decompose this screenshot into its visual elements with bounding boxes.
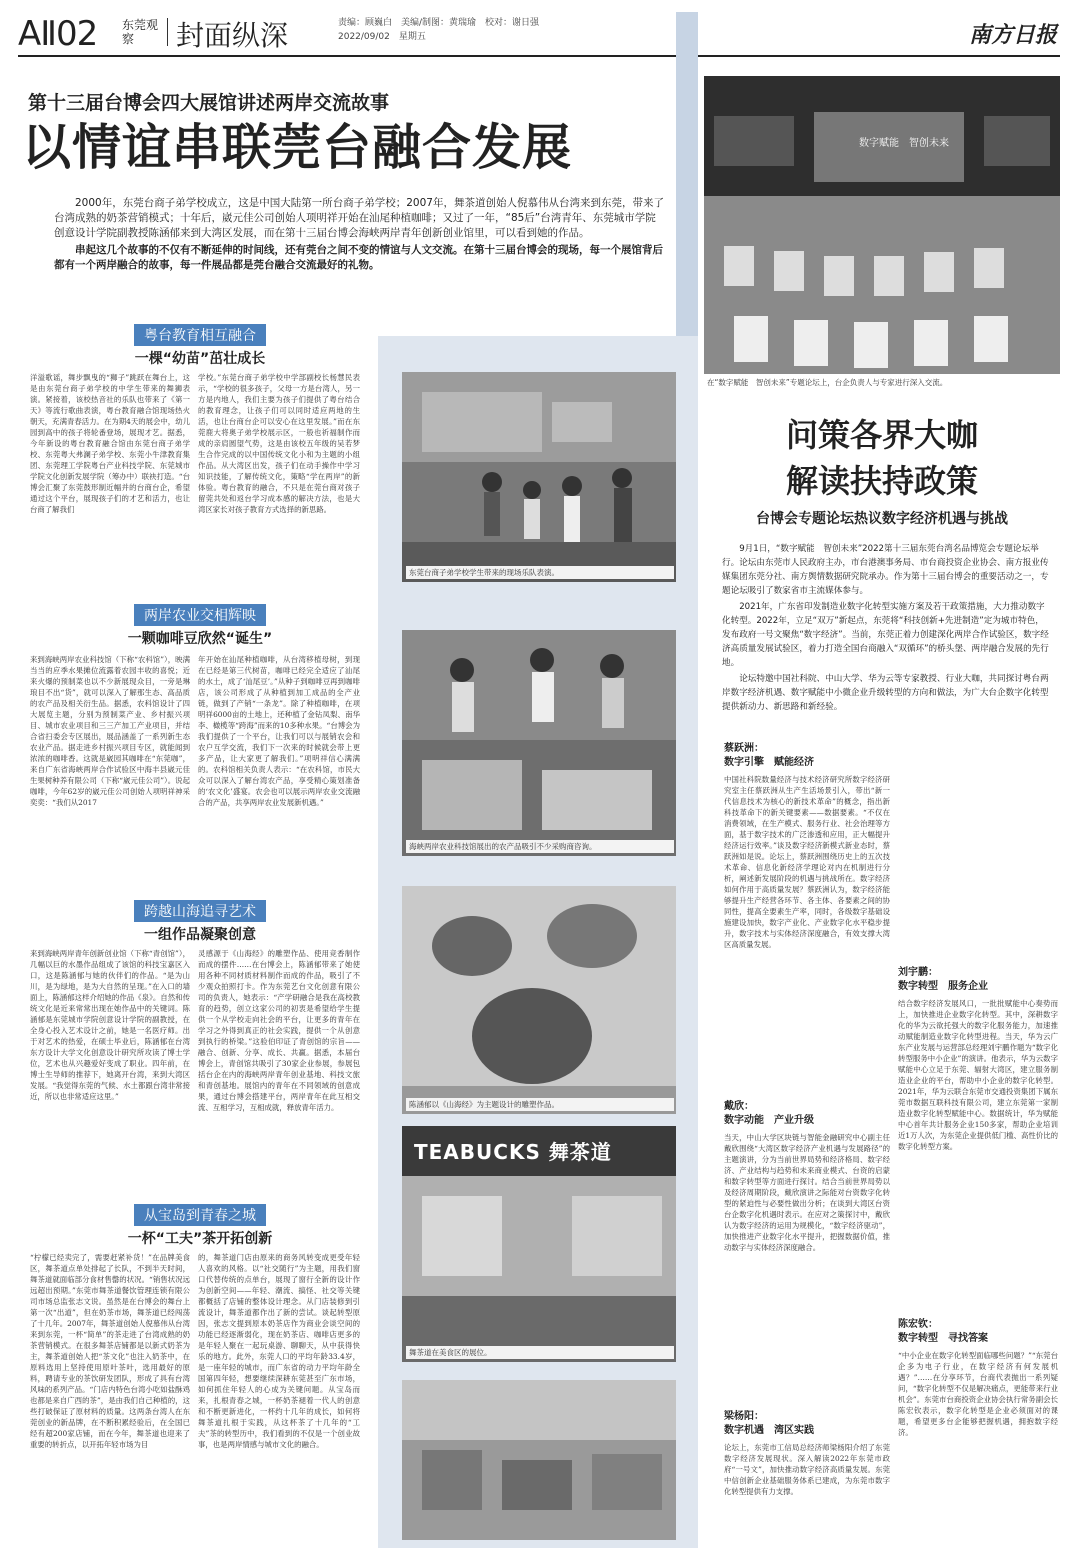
article-column: 洋溢歌谣，舞步飘曳的“狮子”跳跃在舞台上，这是由东莞台商子弟学校的中学生带来的舞狮表演。紧接着，该校热音社的乐队也带来了《第一天》等流行歌曲表演，粤台教育融合馆现场热火朝天，充满青春活力。在为期4天的展会中，幼儿园到高中的孩子将轮番登场，展现才艺。据悉，今年新设的粤台教育融合馆由东莞台商子弟学校、东莞粤大弗澜子弟学校、东莞小牛津教育集团、东莞理工学院粤台产业科技学院、东莞城市学院文化创新发展学院（筹办中）联袂打造。“台博会汇聚了东莞鼓形制近幅并的台商台企，希望通过这个平台，展现孩子们的才艺和活力，也让台商了解我们	[30, 373, 190, 514]
article-headline: 以情谊串联莞台融合发展	[22, 118, 573, 176]
photo-band-teashop	[402, 1126, 676, 1362]
interview-text: 论坛上，东莞市工信局总经济师梁杨阳介绍了东莞数字经济发展现状。深入解读2022年东莞市政府“一号文”，加快推动数字经济高质量发展。东莞中信创新企业基础服务体系已建成，为东莞市数字化转型提供有力支撑。	[724, 1443, 890, 1496]
section-title: 封面纵深	[176, 19, 289, 52]
lead-paragraph: 串起这几个故事的不仅有不断延伸的时间线，还有莞台之间不变的情谊与人文交流。在第十三届台博会的现场，每一个展馆背后都有一个两岸融合的故事，每一件展品都是莞台融合交流最好的礼物。	[54, 244, 663, 271]
interview-title: 数字转型 服务企业	[898, 981, 988, 992]
interview-text: 当天，中山大学区块链与智能金融研究中心副主任戴欣围绕“大湾区数字经济产业机遇与发展路径”的主题演讲，分为当前世界局势和经济格局、数字经济、产业结构与趋势和未来商业模式、台资的启蒙和数字转型等方面进行探讨。结合当前世界局势以及经济周期阶段，戴欣演讲之际能对台资数字化转型的紧迫性与必要性做出分析；在谈到大湾区台资台企数字化机遇时表示。在应对之策探讨中，戴欣认为数字经济的运用为规模化，“数字经济驱动”，加快推进产业数字化水平提升，把握数据价值，推动数字与实体经济深度融合。	[724, 1133, 890, 1252]
article-kicker: 第十三届台博会四大展馆讲述两岸交流故事	[28, 92, 390, 114]
interview-name: 蔡跃洲：	[724, 743, 764, 754]
article-column: 来到海峡两岸青年创新创业馆（下称“青创馆”），几幅以巨的水墨作品组成了该馆的科技宝嘉区入口，这是陈涵郁与她的伙伴们的作品。“是为山川，是为绿地，是为大自然的呈现。”在入口的墙面上，陈涵郁这样介绍她的作品《泉》。自然和传统文化是近来常常出现在她作品中的关键词。陈涵郁是东莞城市学院创意设计学院的副教授，在全身心投入艺术设计之前，她是一名医疗师。出于对艺术的热爱，在硕士毕业后，陈涵郁在台湾东方设计大学文化创意设计研究所攻读了博士学位，艺术也从兴趣爱好变成了职业。四年前，在博士生导师的推荐下，她离开台湾，来到大湾区发展。“我觉得东莞的气候、水土都跟台湾非常接近，所以也非常适应这里。”	[30, 949, 190, 1101]
photo-caption: 海峡两岸农业科技馆展出的农产品吸引不少采购商咨询。	[406, 840, 674, 853]
credits: 责编：顾巍白 美编/制图：黄瑞瑜 校对：谢日强	[338, 18, 540, 28]
photo-band-agriculture	[402, 630, 676, 856]
right-lead-paragraph: 9月1日，“数字赋能 智创未来”2022第十三届东莞台湾名品博览会专题论坛举行。论坛由东莞市人民政府主办，市台港澳事务局、市台商投资企业协会、南方报业传媒集团东莞分社、南方舆情数据研究院承办。作为第十三届台博会的重要活动之一，专题论坛吸引了数家省市主流媒体参与。	[722, 544, 1049, 596]
interview-title: 数字引擎 赋能经济	[724, 757, 814, 768]
section-subtitle: 一组作品凝聚创意	[144, 927, 256, 943]
article-column: 的，舞茶道门店由原来的商务风转变成更受年轻人喜欢的风格。以“社交随行”为主题，用我们窗口代替传统的点单台，展现了窗行全新的设计作为创新空间——年轻、潮流、搞怪、社交等关键都概括了店铺的整体设计理念。从门店装修到引流设计，舞茶道都作出了新的尝试。谈起转型原因，张志文提到原本奶茶店作为商业会谈空间的功能已经逐渐弱化，现在奶茶店、咖啡店更多的是年轻人聚在一起玩桌游、聊聊天，从中获得快乐的地方。此外，东莞人口的平均年龄33.4岁，是一座年轻的城市，而广东省的动力平均年龄全国第四年轻，想要继续深耕东莞甚至广东市场，如何抓住年轻人的心成为关键问题。从宝岛而来，扎根青春之城，一杯奶茶褪着一代人的创意和不断更新进化，一杯约十几年的成长，如何将舞茶道扎根于实践，从这杯茶了十几年的“工夫”茶的转型历中，我们看到的不仅是一个创业故事，也是两岸情感与城市文化的融合。	[198, 1253, 360, 1449]
article-lead	[54, 196, 664, 275]
section-heading	[30, 1204, 370, 1248]
right-subhead: 台博会专题论坛热议数字经济机遇与挑战	[756, 511, 1008, 527]
photo-caption: 舞茶道在美食区的展位。	[406, 1346, 674, 1359]
lead-paragraph: 2000年，东莞台商子弟学校成立，这是中国大陆第一所台商子弟学校；2007年，舞茶道创始人倪慕伟从台湾来到东莞，带来了台湾成熟的奶茶营销模式；十年后，崴元佳公司创始人项明祥开始在汕尾种植咖啡；又过了一年，“85后”台湾青年、东莞城市学院创意设计学院副教授陈涵郁来到大湾区发展，而在第十三届台博会海峡两岸青年创新创业馆里，可以看到她的作品。	[54, 197, 664, 239]
section-tag: 从宝岛到青春之城	[134, 1204, 266, 1226]
newspaper-logo: 南方日报	[968, 22, 1057, 48]
right-lead	[722, 542, 1052, 716]
photo-band-performance	[402, 372, 676, 582]
band-hall-illustration	[402, 1380, 676, 1540]
section-heading	[30, 324, 370, 368]
forum-illustration	[704, 76, 1060, 374]
section-tag: 粤台教育相互融合	[134, 324, 266, 346]
photo-caption: 陈涵郁以《山海经》为主题设计的雕塑作品。	[406, 1098, 674, 1111]
interview-name: 陈宏钦：	[898, 1319, 938, 1330]
interview-heading	[898, 1318, 988, 1346]
interview-heading	[724, 1410, 814, 1438]
right-lead-paragraph: 2021年，广东省印发制造业数字化转型实施方案及若干政策措施，大力推动数字化转型。2022年，立足“双万”新起点，东莞将“科技创新+先进制造”定为城市特色，发布政府一号文聚焦“数字经济”。当前，东莞正着力创建深化两岸合作试验区，数字经济高质量发展试验区，着力打造全国台商融入“双循环”的桥头堡、两岸融合发展的先行地。	[722, 602, 1049, 668]
section-subtitle: 一颗咖啡豆欣然“诞生”	[127, 631, 273, 647]
band-sculpture-illustration	[402, 886, 676, 1114]
section-tag: 跨越山海追寻艺术	[134, 900, 266, 922]
photo-caption: 东莞台商子弟学校学生带来的现场乐队表演。	[406, 566, 674, 579]
right-headline-line: 问策各界大咖	[785, 416, 978, 454]
interview-name: 梁杨阳：	[724, 1411, 764, 1422]
page-meta	[338, 16, 539, 44]
issue-date: 2022/09/02 星期五	[338, 32, 426, 42]
interview-heading	[724, 1100, 814, 1128]
decor-band-top	[676, 12, 698, 352]
photo-band-hall	[402, 1380, 676, 1540]
band-agriculture-illustration	[402, 630, 676, 856]
section-tag: 两岸农业交相辉映	[134, 604, 266, 626]
forum-screen-text: 数字赋能 智创未来	[859, 138, 949, 149]
right-headline	[704, 412, 1060, 504]
band-performance-illustration	[402, 372, 676, 582]
photo-band-sculpture	[402, 886, 676, 1114]
header-rule	[18, 55, 1060, 57]
interview-title: 数字机遇 湾区实践	[724, 1425, 814, 1436]
article-column: 年开始在汕尾种植咖啡，从台湾移植母树，到现在已经是第三代树苗，咖啡已经完全适应了汕尾的水土，成了‘汕尾豆’。”从种子到咖啡豆再到咖啡店，该公司形成了从种植到加工成品的全产业链，做到了产销“一条龙”。除了种植咖啡，在项明祥6000亩的土地上，还种植了金钻凤梨、南华李、橄榄等“跨海”而来的10多种水果。“台博会为我们提供了一个平台，让我们可以与展销农会和农户互学交流，我们下一次来的时候就会带上更多产品，让大家更了解我们。”项明祥信心满满的。农科馆相关负责人表示：“在农科馆，市民大众可以深入了解台湾农产品，享受精心策划准备的‘农文化’盛宴。农会也可以展示两岸农业交流融合的产品，共享两岸农业发展新机遇。”	[198, 655, 360, 807]
interview-text: “中小企业在数字化转型面临哪些问题？”“东莞台企多为电子行业，在数字经济有何发展机遇？”……在分享环节，台商代表抛出一系列疑问，“数字化转型不仅是解决痛点，更能带来行业机会”。东莞市台商投资企业协会执行常务副会长陈宏钦表示，数字化转型是企业必须面对的课题，希望更多台企能够把握机遇，拥抱数字经济。	[898, 1351, 1058, 1437]
right-headline-line: 解读扶持政策	[785, 462, 978, 500]
interview-text: 结合数字经济发展风口，一批批赋能中心奏势而上，加快推进企业数字化转型。其中，深耕数字化的华为云欲托强大的数字化服务能力，加速推动赋能制造业数字化转型进程。当天，华为云广东产业发展与运营部总经理刘宇鹏作题为“数字化转型服务中小企业”的演讲。他表示，华为云数字赋能中心立足于东莞、辐射大湾区，建立服务制造业企业的平台，帮助中小企业的数字化转型。2021年，华为云联合东莞市交通投资集团下属东莞市数据互联科技有限公司，建立东莞第一家制造业数字化转型赋能中心。数据统计，华为赋能中心首年共计服务企业150多家，帮助企业培训近1万人次，为东莞企业提供低门槛、高性价比的数字化转型方案。	[898, 999, 1058, 1151]
article-column: 灵感源于《山海经》的雕塑作品、使用竞香制作而成的摆件……在台博会上，陈涵郁带来了她使用各种不同材质材料制作而成的作品，吸引了不少观众拍照打卡。作为东莞艺台文化创意有限公司的负责人，她表示：“产学研融合是我在高校教育的趋势，创立这家公司的初衷是希望给学生提供一个从学校走向社会的平台，让更多的青年在学习之外得到真正的社会实践，提供一个从创意到执行的桥梁。”这验伯印证了青创馆的宗旨——融合、创新、分享、成长、共赢。据悉，本届台博会上，青创馆共吸引了30家企业参展，参展包括台企在内的海峡两岸青年创业基地、科技文旅和青创基地。展馆内的青年在不同领域的创意成果，通过台博会搭建平台，两岸青年在此互相交流、互相学习，互相成就，释放青年活力。	[198, 949, 360, 1112]
section-heading	[30, 604, 370, 648]
interview-heading	[898, 966, 988, 994]
right-lead-paragraph: 论坛特邀中国社科院、中山大学、华为云等专家教授、行业大咖，共同探讨粤台两岸数字经济机遇、数字赋能中小微企业升级转型的方向和做法，为广大台企数字化转型提供新动力、新思路和新经验。	[722, 674, 1049, 712]
interview-name: 戴欣：	[724, 1101, 754, 1112]
photo-caption: 在“数字赋能 智创未来”专题论坛上，台企负责人与专家进行深入交流。	[704, 376, 1060, 389]
section-label: 东莞观察	[122, 18, 168, 46]
page-number: AⅡ02	[18, 14, 98, 54]
article-column: 学校。”东莞台商子弟学校中学部副校长杨慧民表示，“学校的很多孩子，父母一方是台湾人，另一方是内地人，我们主要为孩子们提供了粤台结合的教育理念，让孩子们可以同时适应两地的生活，也让台商台企可以安心在这里发展。”而在东莞鹿大将奥子弟学校展示区，一般也祈福制作而成的亲肩圆望气势，这是由该校五年级的吴若梦生合作完成的以中国传统文化小和为主题的小组作品。从大湾区出发，孩子们在动手操作中学习知识技能，了解传统文化，策略“学在两岸”的新体验。粤台教育的融合，不只是在莞台商对孩子留莞共处和返台学习成本感的解决方法，也是大湾区家长对孩子教育方式选择的新思路。	[198, 373, 360, 514]
section-subtitle: 一杯“工夫”茶开拓创新	[127, 1231, 273, 1247]
section-heading	[30, 900, 370, 944]
interview-title: 数字转型 寻找答案	[898, 1333, 988, 1344]
interview-name: 刘宇鹏：	[898, 967, 938, 978]
teabucks-sign: TEABUCKS 舞茶道	[414, 1140, 612, 1164]
article-column: 来到海峡两岸农业科技馆（下称“农科馆”），映满当当的应季水果摊位流露着农园丰收的喜悦；近来火爆的预制菜也以不少新展现众目，一旁是琳琅目不出“货”，就可以深入了解那生态、高品质的农产品及相关衍生品。据悉，农科馆设计了四大展览主题，分别为预制菜产业、乡村振兴项目、城市农业项目和三三产加工产业项目，并结合省扫委会专区展出，展品涵盖了一系列新生态农业产品。据走进乡村振兴项目专区，就能闻到浓浓的咖啡香。这就是崴园其咖啡在“东莞咖”，来自广东省海峡两岸合作试验区中海丰县崴元佳生果树种养有限公司（下称“崴元佳公司”）。说起咖啡，今年62岁的崴元佳公司创始人项明祥神采奕奕：“我们从2017	[30, 655, 190, 807]
interview-title: 数字动能 产业升级	[724, 1115, 814, 1126]
article-column: “柠檬已经卖完了，需要赶紧补货！”在品牌美食区，舞茶道点单处排起了长队，不到半天时间，舞茶道就面临部分食材售罄的状况。“销售状况远远超出预期。”东莞市舞茶道餐饮管理连锁有限公司市场总监张志文说。虽然是在台博会的舞台上第一次“出道”，但在奶茶市场，舞茶道已经闯荡了十几年。2007年，舞茶道创始人倪慕伟从台湾来到东莞，一杯“简单”的茶走进了台湾成熟的奶茶营销模式。在很多舞茶店铺都是以新式奶茶为主，舞茶道创始人把“茶文化”也注入奶茶中，在原料选用上坚持使用原叶茶叶，选用最好的原料，聘请专业的茶饮研发团队，形成了具有台湾风味的系列产品。“门店内特色台湾小吃如盐酥鸡也都是来自广西的茶”，是由我们自己种植的，这些打破保证了原材料的质量。这两条台湾人在东莞创业的新品牌，在不断积累经验后，在全国已经有超200家店铺，而在今年，舞茶道也迎来了重要的转折点，以开拓年轻市场为目	[30, 1253, 190, 1449]
page-header	[0, 0, 1079, 62]
section-subtitle: 一棵“幼苗”茁壮成长	[134, 351, 266, 367]
interview-heading	[724, 742, 814, 770]
interview-text: 中国社科院数量经济与技术经济研究所数字经济研究室主任蔡跃洲从生产生活场景引入，带出“新一代信息技术为核心的新技术革命”的概念，指出新科技革命下的新关键要素——数据要素。“不仅在消费领域，在生产模式、服务行业、社会治理等方面，基于数字技术的广泛渗透和应用，正大幅提升经济运行效率。”谈及数字经济新模式新业态时，蔡跃洲如是说。论坛上，蔡跃洲围绕历史上的五次技术革命、信息化新经济学理论对内在机制进行分析，阐述新发展阶段的机遇与挑战所在。数字经济如何作用于高质量发展？蔡跃洲认为，数字经济能够提升生产经营各环节、各主体、各要素之间的协同性，提高全要素生产率，同时，各级数字基础设施建设加快，数字产业化、产业数字化水平稳步提升，数字技术与实体经济深度融合，有效支撑大湾区高质量发展。	[724, 775, 890, 949]
photo-forum	[704, 76, 1060, 374]
